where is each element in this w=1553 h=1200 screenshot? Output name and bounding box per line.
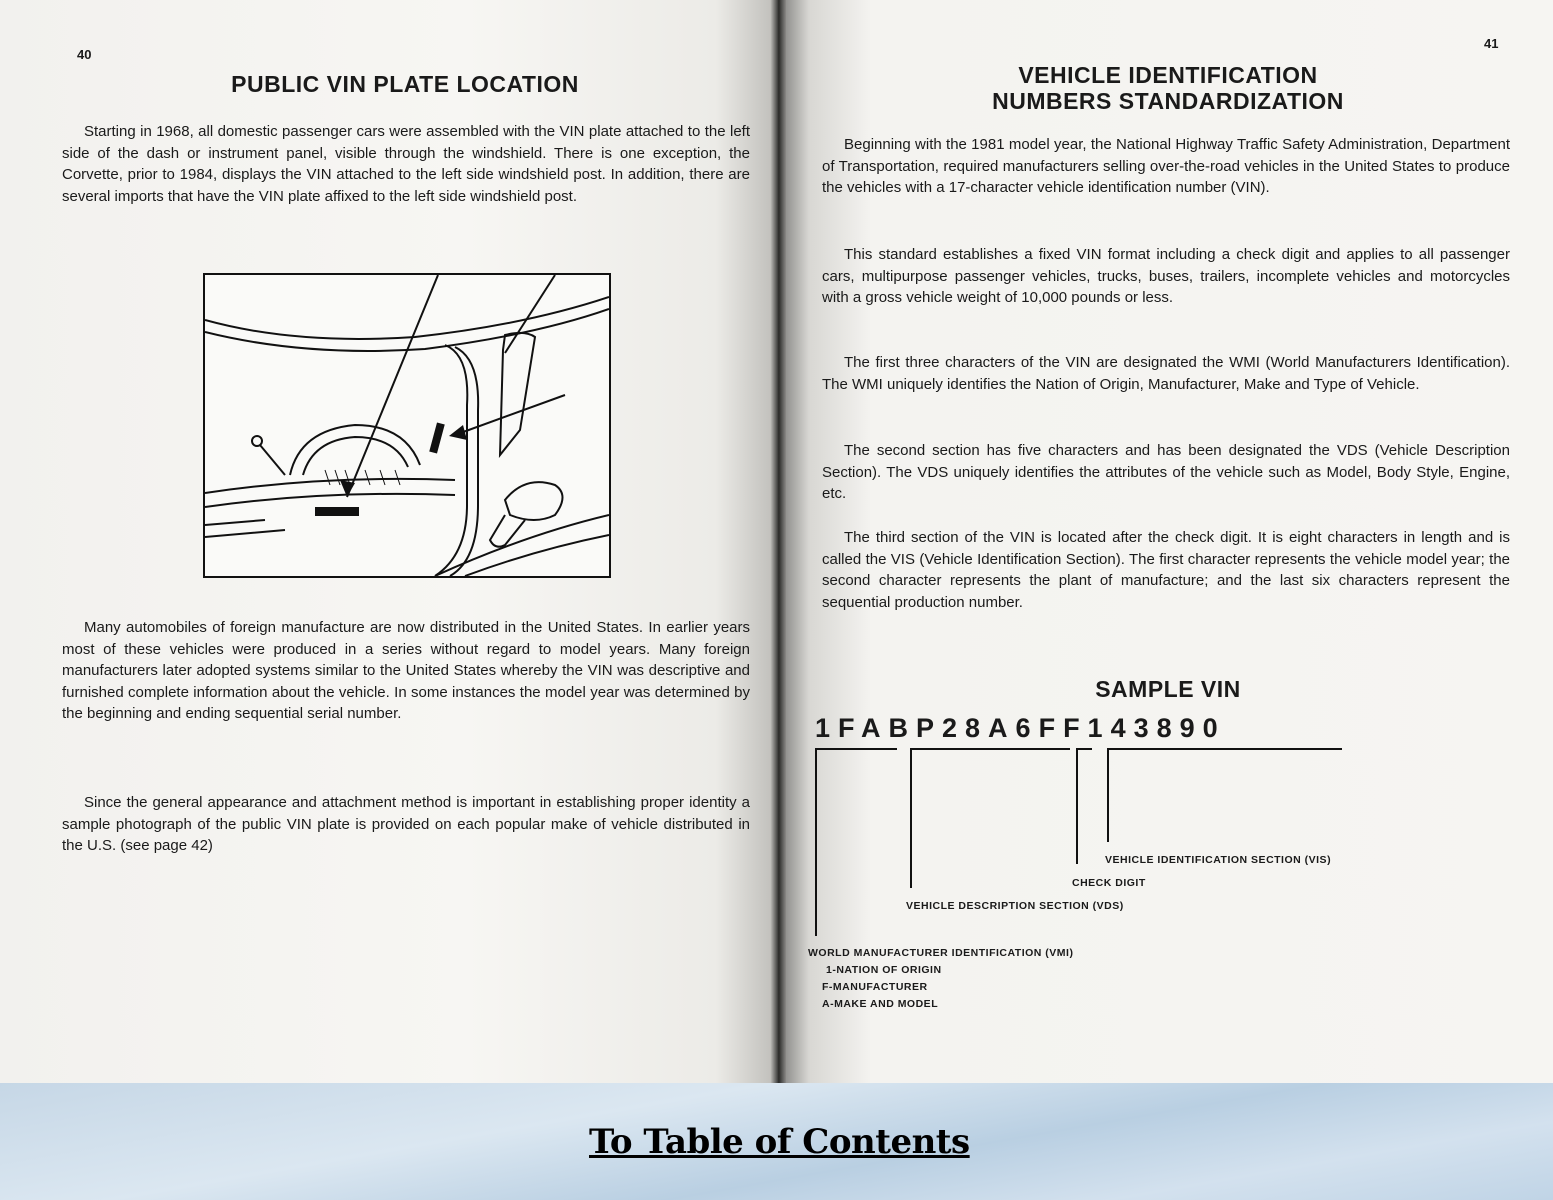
- wmi-bracket-top: [815, 748, 897, 750]
- vis-label: VEHICLE IDENTIFICATION SECTION (VIS): [1105, 854, 1332, 866]
- left-page-title: PUBLIC VIN PLATE LOCATION: [231, 71, 579, 97]
- vds-bracket-top: [910, 748, 1070, 750]
- right-paragraph-5: The third section of the VIN is located after the check digit. It is eight characters in length and is called the VIS (Vehicle Identification Section). The first character represents the vehicle model year; the second character represents the plant of manufacture; and the last six characters represent the sequential production number.: [822, 529, 1510, 611]
- table-of-contents-link[interactable]: To Table of Contents: [589, 1122, 970, 1162]
- sample-vin-title: SAMPLE VIN: [1095, 676, 1241, 702]
- check-digit-label: CHECK DIGIT: [1072, 877, 1146, 889]
- right-page: [778, 0, 1553, 1083]
- right-page-title-line-2: NUMBERS STANDARDIZATION: [992, 88, 1344, 114]
- right-page-title-line-1: VEHICLE IDENTIFICATION: [1018, 62, 1318, 88]
- wmi-item-2: F-MANUFACTURER: [822, 981, 928, 993]
- vis-bracket-top: [1107, 748, 1342, 750]
- wmi-bracket-line: [815, 748, 817, 936]
- check-bracket-top: [1076, 748, 1092, 750]
- book-spine: [770, 0, 786, 1083]
- left-paragraph-2: Many automobiles of foreign manufacture are now distributed in the United States. In earlier years most of these vehicles were produced in a series without regard to model years. Many foreign manufacturers later adopted systems similar to the United States whereby the VIN was descriptive and furnished complete information about the vehicle. In some instances the model year was determined by the beginning and ending sequential serial number.: [62, 619, 750, 722]
- left-paragraph-1: Starting in 1968, all domestic passenger cars were assembled with the VIN plate attached to the left side of the dash or instrument panel, visible through the windshield. There is one exception, the Corvette, prior to 1984, displays the VIN attached to the left side windshield post. In addition, there are several imports that have the VIN plate affixed to the left side windshield post.: [62, 123, 750, 205]
- sample-vin-code: 1FABP28A6FF143890: [815, 713, 1226, 743]
- left-paragraph-3: Since the general appearance and attachment method is important in establishing proper identity a sample photograph of the public VIN plate is provided on each popular make of vehicle distributed in the U.S. (see page 42): [62, 794, 750, 854]
- wmi-item-3: A-MAKE AND MODEL: [822, 998, 939, 1010]
- windshield-drawing: [205, 275, 609, 576]
- right-paragraph-3: The first three characters of the VIN are designated the WMI (World Manufacturers Identification). The WMI uniquely identifies the Nation of Origin, Manufacturer, Make and Type of Vehicle.: [822, 354, 1510, 393]
- left-page: [0, 0, 778, 1083]
- vds-bracket-line: [910, 748, 912, 888]
- vin-plate-illustration: [203, 273, 611, 578]
- page-number-left: 40: [77, 47, 92, 62]
- page-number-right: 41: [1484, 36, 1499, 51]
- right-paragraph-2: This standard establishes a fixed VIN format including a check digit and applies to all passenger cars, multipurpose passenger vehicles, trucks, buses, trailers, incomplete vehicles and motorcycles with a gross vehicle weight of 10,000 pounds or less.: [822, 246, 1510, 306]
- wmi-label: WORLD MANUFACTURER IDENTIFICATION (VMI): [808, 947, 1074, 959]
- right-paragraph-4: The second section has five characters and has been designated the VDS (Vehicle Description Section). The VDS uniquely identifies the attributes of the vehicle such as Model, Body Style, Engine, etc.: [822, 442, 1510, 502]
- vds-label: VEHICLE DESCRIPTION SECTION (VDS): [906, 900, 1124, 912]
- vis-bracket-line: [1107, 748, 1109, 842]
- wmi-item-1: 1-NATION OF ORIGIN: [826, 964, 942, 976]
- right-paragraph-1: Beginning with the 1981 model year, the National Highway Traffic Safety Administration, Department of Transportation, required manufacturers selling over-the-road vehicles in the United States to produce the vehicles with a 17-character vehicle identification number (VIN).: [822, 136, 1510, 196]
- check-bracket-line: [1076, 748, 1078, 864]
